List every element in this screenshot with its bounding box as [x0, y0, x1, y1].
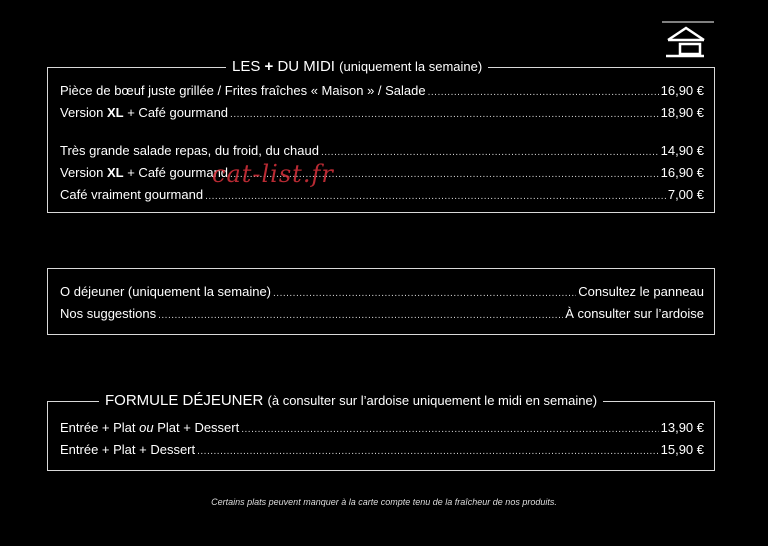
- formule-box: [47, 392, 715, 471]
- menu-row: Entrée + Plat ou Plat + Dessert ..... 13,90 €: [60, 419, 704, 437]
- menu-row: Café vraiment gourmand ..... 7,00 €: [60, 186, 704, 204]
- dot-leader: [273, 287, 576, 301]
- midi-menu-title: LES + DU MIDI (uniquement la semaine): [226, 57, 488, 77]
- price: 13,90 €: [660, 420, 704, 435]
- price: 16,90 €: [660, 83, 704, 98]
- dot-leader: [230, 168, 659, 182]
- dot-leader: [158, 309, 563, 323]
- dot-leader: [205, 190, 666, 204]
- menu-row: Version XL + Café gourmand ..... 16,90 €: [60, 164, 704, 182]
- menu-row: Version XL + Café gourmand ..... 18,90 €: [60, 104, 704, 122]
- menu-row: Nos suggestions ..... À consulter sur l’ardoise: [60, 305, 704, 323]
- price: 7,00 €: [667, 187, 704, 202]
- menu-row: Pièce de bœuf juste grillée / Frites fraîches « Maison » / Salade ..... 16,90 €: [60, 82, 704, 100]
- suggestions-box: [47, 268, 715, 335]
- price: 16,90 €: [660, 165, 704, 180]
- house-logo-icon: [660, 20, 716, 60]
- dot-leader: [241, 423, 658, 437]
- dot-leader: [321, 146, 659, 160]
- price: 14,90 €: [660, 143, 704, 158]
- watermark: cat-list.fr: [212, 160, 334, 188]
- dot-leader: [230, 108, 659, 122]
- menu-row: Entrée + Plat + Dessert ..... 15,90 €: [60, 441, 704, 459]
- midi-menu-box: [47, 58, 715, 213]
- formule-title: FORMULE DÉJEUNER (à consulter sur l’ardoise uniquement le midi en semaine): [99, 391, 603, 411]
- price: 18,90 €: [660, 105, 704, 120]
- menu-row: Très grande salade repas, du froid, du chaud ..... 14,90 €: [60, 142, 704, 160]
- dot-leader: [197, 445, 659, 459]
- menu-row: O déjeuner (uniquement la semaine) ..... Consultez le panneau: [60, 283, 704, 301]
- price: 15,90 €: [660, 442, 704, 457]
- dot-leader: [428, 86, 659, 100]
- footer-note: Certains plats peuvent manquer à la carte compte tenu de la fraîcheur de nos produits.: [211, 497, 557, 507]
